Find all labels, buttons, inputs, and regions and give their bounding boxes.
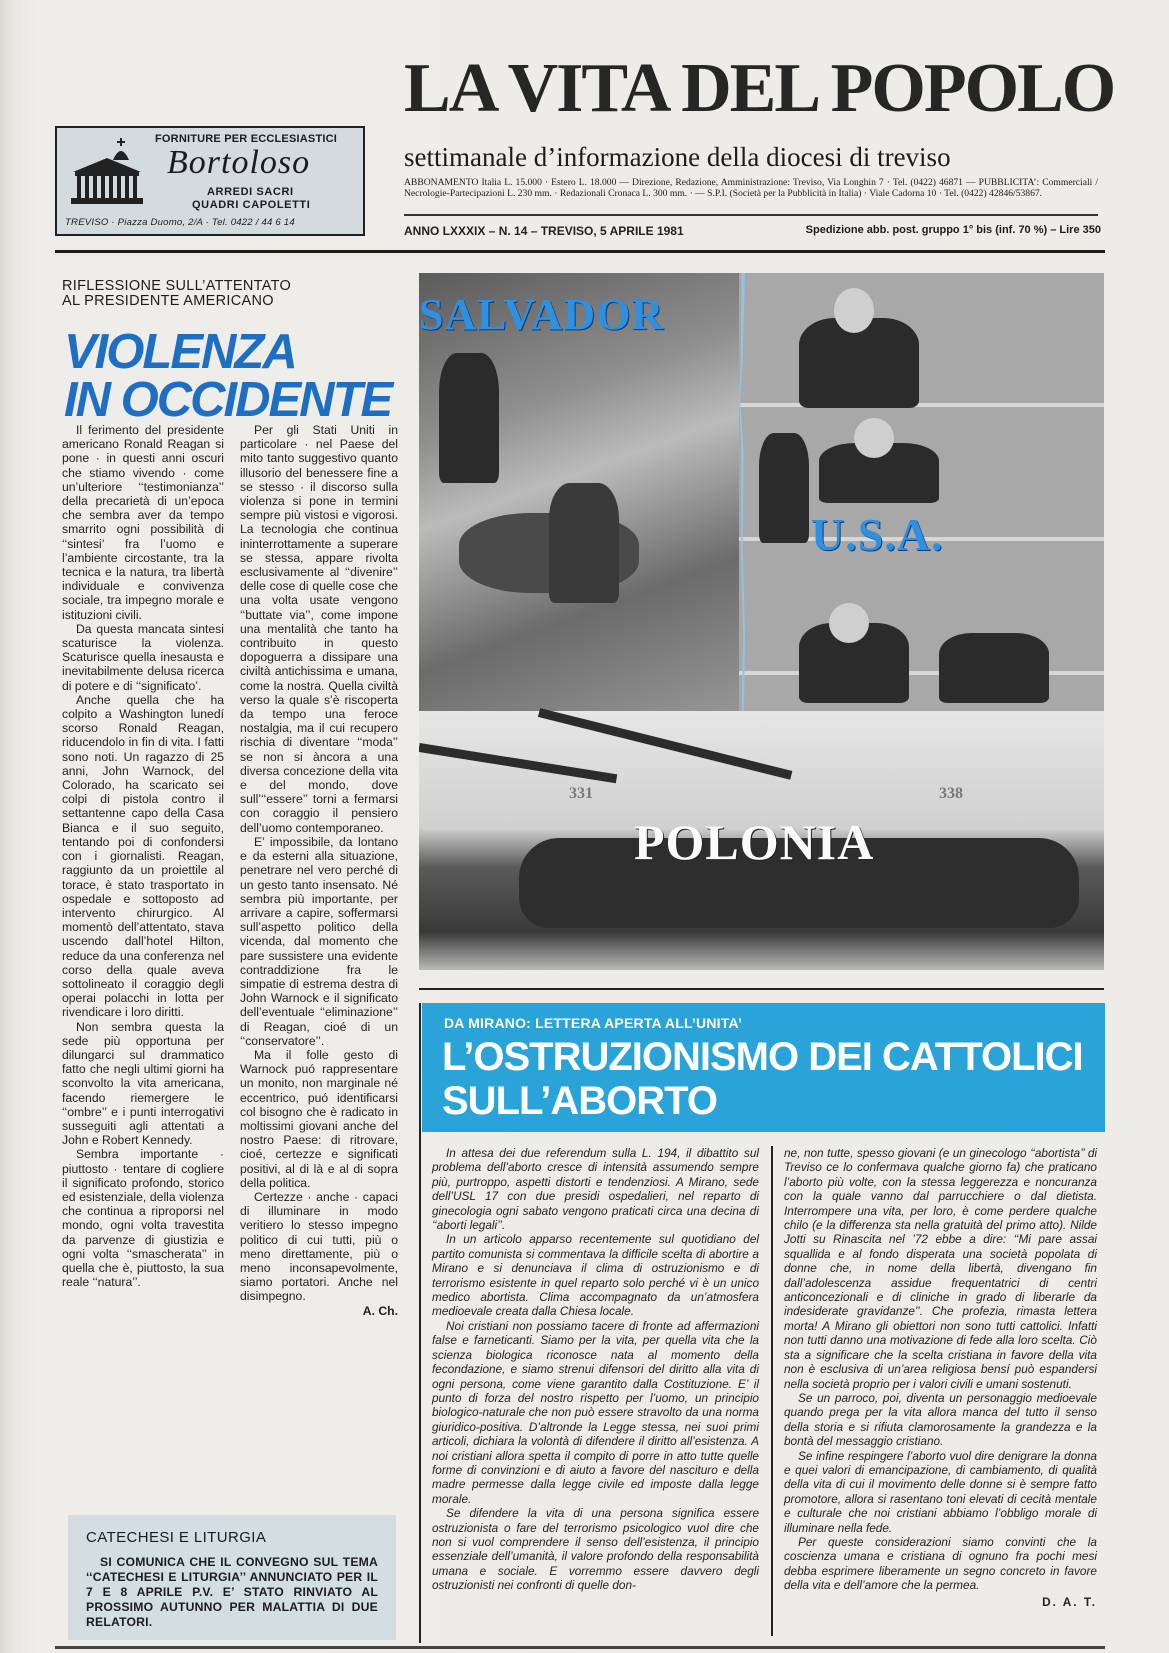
ad-brand-logo: Bortoloso [167, 144, 311, 181]
paragraph: Se difendere la vita di una persona significa essere ostruzionista o fare del terrorismo psicologico vuol dire che non si vuol comprendere il senso dell’esistenza, il principio essenziale dell’umanità, il valore profondo della responsabilità umana e sociale. E vorremmo essere davvero degli ostruzionisti nei confronti di quelle don- [432, 1506, 759, 1593]
divider [404, 214, 1098, 216]
column-rule [771, 1146, 773, 1636]
article-column-2 [240, 423, 398, 1318]
headline-line: L’OSTRUZIONISMO DEI CATTOLICI [442, 1035, 1083, 1079]
crowd-figure [939, 633, 1049, 703]
soldier-figure [439, 353, 499, 483]
label-polonia: POLONIA [634, 814, 875, 870]
article-headline [442, 1035, 1083, 1123]
bortoloso-advertisement [55, 126, 365, 236]
article-headline [64, 325, 392, 427]
paragraph: Non sembra questa la sede più opportuna per dilungarci sul drammatico fatto che negli ultimi giorni ha sconvolto la vita americana, facendo riemergere le ‘‘ombre’’ e i punti interrogativi susseguiti agli attentati a John e Robert Kennedy. [62, 1019, 224, 1148]
headline-line: IN OCCIDENTE [64, 373, 392, 427]
paragraph: Anche quella che ha colpito a Washington lunedí scorso Ronald Reagan, riducendolo in fin di vita. I fatti sono noti. Un ragazzo di 25 anni, John Warnock, del Colorado, ha scaricato sei colpi di pistola contro il settantenne capo della Casa Bianca e il suo seguito, tentando poi di confondersi con i giornalisti. Reagan, raggiunto da un proiettile al torace, è stato trasportato in ospedale e sottoposto ad intervento chirurgico. Al momentò dell’attentato, stava uscendo dall’hotel Hilton, reduce da una conferenza nel corso della quale aveva sottolineato il coraggio degli operai polacchi in lotta per rivendicare i loro diritti. [62, 692, 224, 1020]
label-usa: U.S.A. [811, 509, 944, 560]
issue-line: ANNO LXXXIX – N. 14 – TREVISO, 5 APRILE 1981 [404, 224, 684, 238]
shipping-price-line: Spedizione abb. post. gruppo 1° bis (inf. 70 %) – Lire 350 [805, 224, 1101, 236]
paragraph: Se un parroco, poi, diventa un personaggio medioevale quando prega per la vita allora manca del tutto il senso della storia e si rifiuta clamorosamente la grandezza e la bontà del messaggio cristiano. [784, 1390, 1097, 1449]
photo-usa [739, 273, 1104, 723]
article-column-1 [432, 1146, 759, 1593]
tank-number: 331 [569, 785, 593, 802]
ad-tagline: FORNITURE PER ECCLESIASTICI [155, 133, 338, 145]
article-column-1 [62, 423, 224, 1289]
paragraph: Noi cristiani non possiamo tacere di fronte ad affermazioni false e farneticanti. Siamo per la vita, per quella vita che la scienza biologica riconosce nata al momento della fecondazione, e siamo strenui difensori del diritto alla vita di ogni persona, come viene garantito dalla Costituzione. E’ il punto di forza del nostro rispetto per l’uomo, un principio biologico-naturale che non può essere stravolto da una norma giuridico-positiva. D’altronde la Legge stessa, nei suoi primi articoli, dichiara la volontà di difendere il diritto all’esistenza. A noi cristiani allora spetta il compito di porre in atto tutte quelle forme di convinzioni e di aiuto a favore del nascituro e della madre permesse dalla legge civile ed imposte dalla legge morale. [432, 1318, 759, 1506]
paragraph: ne, non tutte, spesso giovani (e un ginecologo ‘‘abortista’’ di Treviso ce lo confermava qualche giorno fa) che praticano l’aborto più volte, con la stessa leggerezza e noncuranza con la quale vanno dal parrucchiere o dal dietista. Interrompere una vita, per loro, è come perdere qualche chilo (e la differenza sta nella gratuità del primo atto). Nilde Jotti su Rinascita nel ’72 ebbe a dire: ‘‘Mi pare assai squallida e al fondo disperata una società popolata di donne che, in nome della libertà, divengano fin dall’adolescenza assidue frequentatrici di centri anticoncezionali e di cliniche in grado di liberarle da indesiderate gravidanze’’. Che profezia, rimasta lettera morta! A Mirano gli obiettori non sono tutti cattolici. Infatti non tutti danno una motivazione di fede alla loro scelta. Ciò sta a significare che la scelta cristiana in favore della vita non è esclusiva di un’area religiosa bensí può espandersi nella società proprio per i valori civili e umani sostenuti. [784, 1146, 1097, 1391]
paragraph: E’ impossibile, da lontano e da esterni alla situazione, penetrare nel vero perché di un gesto tanto insensato. Né sembra più importante, per arrivare a capire, soffermarsi sull’aspetto politico della vicenda, dal momento che pare sussistere una evidente contraddizione fra le simpatie di estrema destra di John Warnock e il significato dell’eventuale ‘‘eliminazione’’ di Reagan, cioé di un ‘‘conservatore’’. [240, 834, 398, 1048]
paragraph: Certezze · anche · capaci di illuminare in modo veritiero lo stesso impegno politico di cui tutti, più o meno direttamente, più o meno inconsapevolmente, siamo portatori. Anche nel disimpegno. [240, 1189, 398, 1304]
bottom-rule [55, 1646, 1105, 1649]
kicker-line: RIFLESSIONE SULL’ATTENTATO [62, 278, 292, 294]
ad-line-1: ARREDI SACRI [207, 186, 294, 198]
notice-text: SI COMUNICA CHE IL CONVEGNO SUL TEMA ‘‘CATECHESI E LITURGIA’’ ANNUNCIATO PER IL 7 E 8 APRILE P.V. E’ STATO RINVIATO AL PROSSIMO AUTUNNO PER MALATTIA DI DUE RELATORI. [86, 1555, 378, 1629]
masthead-subscription-info: ABBONAMENTO Italia L. 15.000 · Estero L. 18.000 — Direzione, Redazione, Amministrazione: Treviso, Via Longhin 7 · Tel. (0422) 46871 — PUBBLICITA’: Commerciali / Necrologie-Partecipazioni L. 230 mm. · Redazionali Cronaca L. 300 mm. · — S.P.I. (Società per la Pubblicità in Italia) · Viale Cadorna 10 · Tel. (0422) 42846/53867. [404, 177, 1098, 199]
author-signature: A. Ch. [362, 1303, 398, 1318]
paragraph: Il ferimento del presidente americano Ronald Reagan si pone · in questi anni oscuri che stiamo vivendo · come un’ulteriore ‘‘testimonianza’’ della precarietà di un’epoca che sembra aver da tempo smarrito ogni possibilità di ‘‘sintesi’ fra l’uomo e l’ambiente circostante, tra la tecnica e la natura, tra libertà individuale e convivenza sociale, tra impegno morale e istituzioni civili. [62, 423, 224, 622]
masthead-title: LA VITA DEL POPOLO [404, 50, 1115, 127]
head [829, 603, 869, 643]
paragraph: Ma il folle gesto di Warnock puó rappresentare un monito, non marginale né eccentrico, puó identificarsi col bisogno che è radicato in moltissimi giovani anche del nostro Paese: di ritrovare, cioé, certezze e significati positivi, al di là e al di sopra della politica. [240, 1047, 398, 1190]
paragraph: In un articolo apparso recentemente sul quotidiano del partito comunista si commentava la difficile scelta di abortire a Mirano e si denunciava il clima di ostruzionismo e di terrorismo esistente in quel reparto solo perché vi è un unico medico abortista. Clima accompagnato da un’atmosfera medioevale creata dalla Chiesa locale. [432, 1232, 759, 1319]
label-salvador: SALVADOR [419, 290, 665, 339]
paragraph: Sembra importante · piuttosto · tentare di cogliere il significato profondo, storico ed esistenziale, della violenza che continua a riproporsi nel mondo, ogni volta travestita da parvenze di giustizia e ogni volta ‘‘smascherata’’ in quella che è, piuttosto, la sua reale ‘‘natura’’. [62, 1147, 224, 1290]
paragraph: Se infine respingere l’aborto vuol dire denigrare la donna e quei valori di emancipazione, di cambiamento, di qualità della vita di cui il movimento delle donne si è sempre fatto promotore, allora si rasentano toni elevati di cecità mentale e culturale che noi cristiani abbiamo l’obbligo morale di illuminare nella fede. [784, 1448, 1097, 1535]
headline-line: VIOLENZA [64, 325, 296, 379]
catechesi-notice-box [68, 1515, 396, 1640]
masthead-subtitle: settimanale d’informazione della diocesi di treviso [404, 142, 951, 172]
reagan-head [854, 418, 894, 458]
church-icon [67, 136, 147, 206]
column-rule [419, 1003, 421, 1643]
agent-figure [759, 433, 809, 543]
notice-title: CATECHESI E LITURGIA [86, 1529, 267, 1546]
kicker-line: AL PRESIDENTE AMERICANO [62, 293, 274, 309]
paragraph: Da questa mancata sintesi scaturisce la violenza. Scaturisce quella inesausta e inevitabilmente delusa ricerca di potere e di ‘‘significato’. [62, 621, 224, 693]
photo-salvador [419, 273, 759, 723]
article-kicker: DA MIRANO: LETTERA APERTA ALL’UNITA’ [444, 1015, 743, 1031]
paragraph: Per gli Stati Uniti in particolare · nel Paese del mito tanto suggestivo quanto illusorio del benessere fine a se stesso · il discorso sulla violenza si pone in termini sempre più vistosi e vigorosi. La tecnologia che continua ininterrottamente a superare se stessa, appare rivolta esclusivamente al ‘‘divenire’’ delle cose di quelle cose che una volta usate vengono ‘‘buttate via’’, come impone una mentalità che tanto ha contribuito in questo dopoguerra a dissipare una civiltà antichissima e umana, come la nostra. Quella civiltà verso la quale s’è riscoperta da tempo una feroce nostalgia, ma il cui recupero rischia di diventare ‘‘moda’’ se non si àncora a una diversa concezione della vita e del mondo, dove sull’‘‘essere’’ torni a fermarsi con coraggio il pensiero dell’uomo contemporaneo. [240, 423, 398, 835]
ad-address: TREVISO · Piazza Duomo, 2/A · Tel. 0422 / 44 6 14 [65, 217, 295, 228]
author-signature: D. A. T. [1042, 1594, 1097, 1609]
article-column-2 [784, 1146, 1097, 1609]
article-kicker [62, 279, 291, 309]
reagan-head [834, 288, 874, 333]
paragraph: In attesa dei due referendum sulla L. 194, il dibattito sul problema dell’aborto cresce di intensità assumendo sempre più, purtroppo, aspetti distorti e tendenziosi. A Mirano, sede dell’USL 17 con due presidi ospedalieri, nel reparto di ginecologia ogni sabato vengono praticati circa una decina di ‘‘aborti legali’’. [432, 1146, 759, 1233]
article-header-banner [422, 1003, 1105, 1132]
notice-body [86, 1555, 378, 1630]
photo-collage [419, 273, 1104, 970]
tank-number: 338 [939, 785, 963, 802]
paragraph: Per queste considerazioni siamo convinti che la coscienza umana e cristiana di ognuno fra pochi mesi debba esprimere liberamente un segno concreto in favore della vita e dell’amore che la permea. [784, 1534, 1097, 1593]
main-divider [55, 250, 1105, 253]
figure [549, 483, 619, 603]
headline-line: SULL’ABORTO [442, 1079, 717, 1123]
divider [419, 988, 1104, 990]
ad-line-2: QUADRI CAPOLETTI [192, 199, 311, 211]
